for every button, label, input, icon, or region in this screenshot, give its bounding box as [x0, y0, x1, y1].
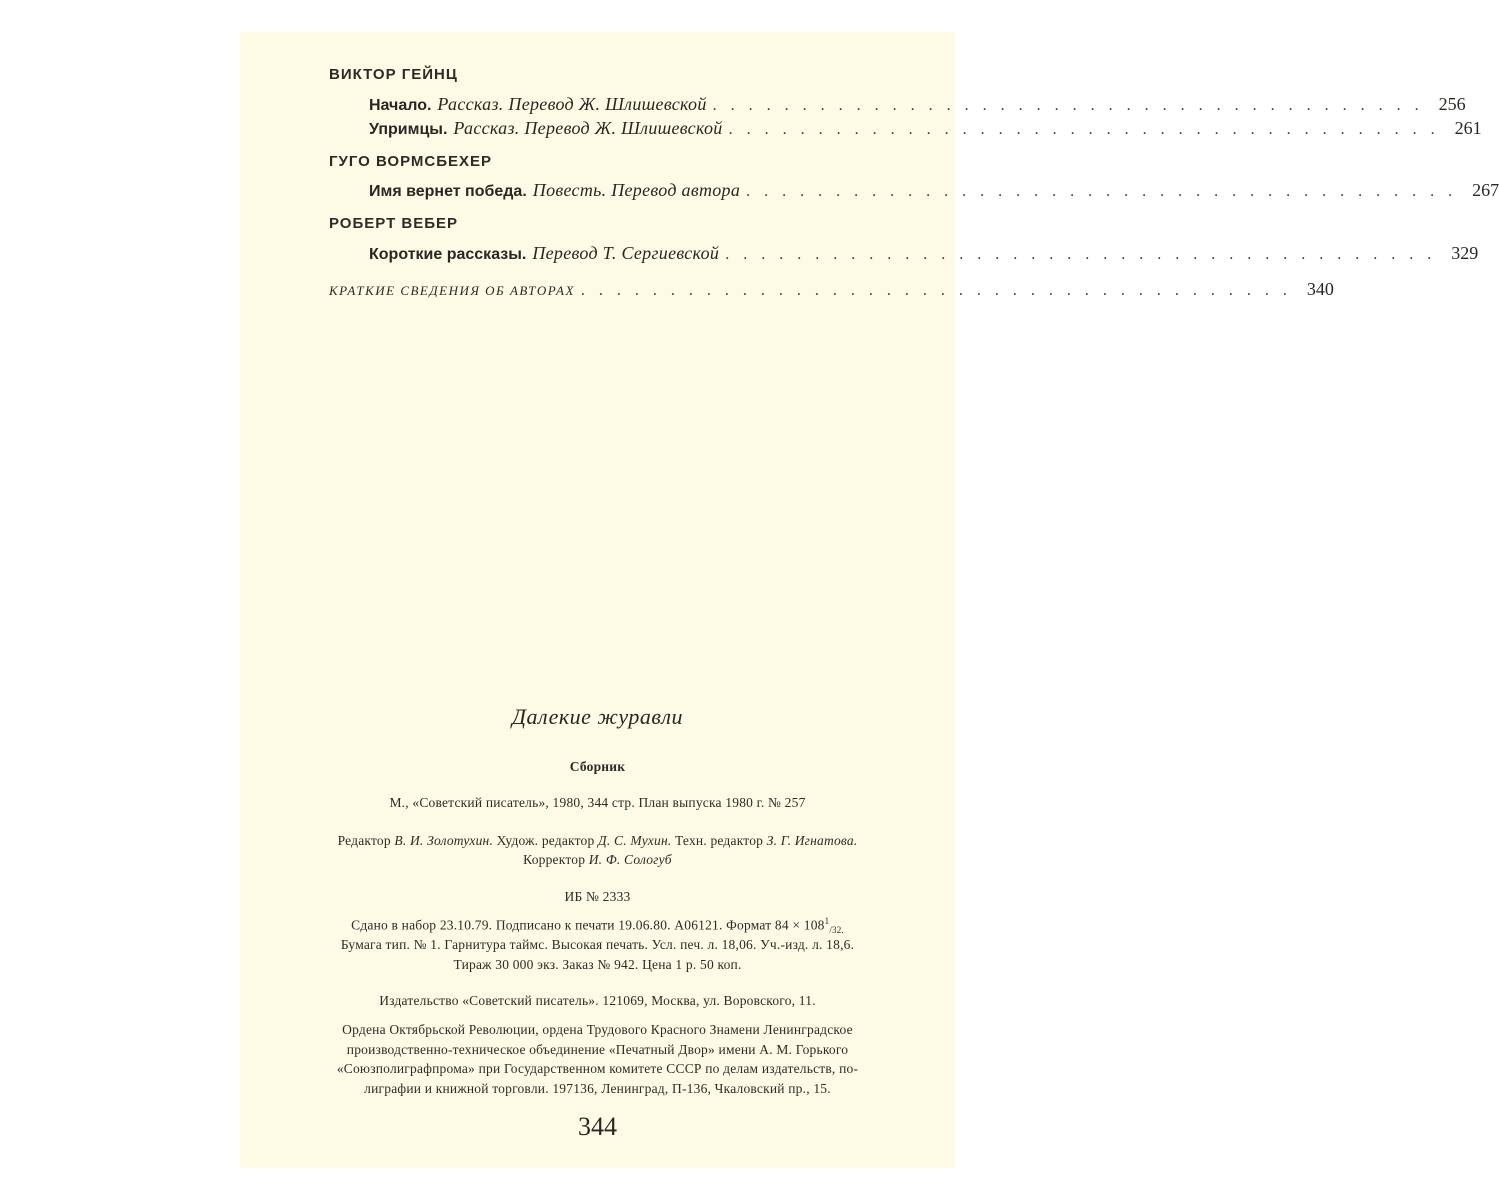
- book-title: Далекие журавли: [511, 704, 684, 729]
- specs-line-2: Бумага тип. № 1. Гарнитура таймс. Высокая печать. Усл. печ. л. 18,06. Уч.-изд. л. 18,6.: [340, 937, 855, 952]
- page-number: 344: [578, 1112, 617, 1141]
- printer-line-2: производственно-техническое объединение «Печатный Двор» имени А. М. Горького: [346, 1042, 849, 1057]
- toc-entry: [369, 118, 1482, 139]
- toc-entry-page: 267: [1472, 180, 1499, 200]
- tech-editor-label: Техн. редактор: [675, 833, 764, 848]
- toc-leader-dots: ........................................: [712, 97, 1433, 114]
- toc-entry-desc: Перевод Т. Сергиевской: [532, 243, 720, 263]
- publication-line: М., «Советский писатель», 1980, 344 стр. План выпуска 1980 г. № 257: [389, 795, 806, 810]
- toc-entry-page: 329: [1451, 243, 1479, 263]
- toc-entry-page: 340: [1306, 279, 1334, 299]
- book-genre: Сборник: [569, 759, 626, 774]
- toc-entry-title: Имя вернет победа.: [369, 183, 527, 200]
- toc-entry-desc: Рассказ. Перевод Ж. Шлишевской: [437, 94, 707, 114]
- corrector-line: [240, 852, 955, 868]
- toc-entry-page: 261: [1454, 118, 1482, 138]
- ib-number: ИБ № 2333: [564, 889, 631, 904]
- printer-line-3: «Союзполиграфпрома» при Государственном комитете СССР по делам издательств, по-: [336, 1061, 859, 1076]
- corrector-name: И. Ф. Сологуб: [588, 852, 672, 867]
- book-page: [240, 32, 1499, 1168]
- tech-editor-name: З. Г. Игнатова.: [766, 833, 858, 848]
- specs-line-1: [240, 916, 955, 935]
- toc-leader-dots: ........................................: [728, 121, 1449, 138]
- toc-entry: [369, 243, 1479, 264]
- editors-line: [240, 833, 955, 849]
- toc-entry-title: Начало.: [369, 97, 432, 114]
- toc-entry-about-authors: [329, 279, 1334, 300]
- toc-entry-title: Короткие рассказы.: [369, 246, 527, 263]
- corrector-label: Корректор: [523, 852, 586, 867]
- art-editor-label: Худож. редактор: [496, 833, 595, 848]
- toc-entry: [369, 180, 1499, 201]
- toc-author-heinz: ВИКТОР ГЕЙНЦ: [329, 66, 458, 83]
- editor-label: Редактор: [337, 833, 391, 848]
- specs-line-3: Тираж 30 000 экз. Заказ № 942. Цена 1 р. 50 коп.: [453, 957, 742, 972]
- toc-entry-desc: Рассказ. Перевод Ж. Шлишевской: [453, 118, 723, 138]
- publisher-address: Издательство «Советский писатель». 121069, Москва, ул. Воровского, 11.: [379, 993, 816, 1008]
- toc-entry-page: 256: [1438, 94, 1466, 114]
- toc-entry-desc: КРАТКИЕ СВЕДЕНИЯ ОБ АВТОРАХ: [329, 283, 575, 298]
- toc-entry-desc: Повесть. Перевод автора: [532, 180, 741, 200]
- toc-leader-dots: ........................................: [580, 282, 1301, 299]
- editor-name: В. И. Золотухин.: [394, 833, 494, 848]
- printer-line-4: лиграфии и книжной торговли. 197136, Ленинград, П-136, Чкаловский пр., 15.: [364, 1081, 831, 1096]
- toc-author-weber: РОБЕРТ ВЕБЕР: [329, 215, 459, 232]
- toc-author-wormsbecher: ГУГО ВОРМСБЕХЕР: [329, 153, 493, 170]
- format-sub: /32.: [829, 925, 844, 936]
- art-editor-name: Д. С. Мухин.: [598, 833, 672, 848]
- toc-leader-dots: ........................................: [746, 183, 1467, 200]
- specs-text: Сдано в набор 23.10.79. Подписано к печати 19.06.80. А06121. Формат 84 × 108: [351, 917, 825, 933]
- toc-leader-dots: ........................................: [725, 246, 1446, 263]
- toc-entry-title: Упримцы.: [369, 121, 448, 138]
- toc-entry: [369, 94, 1466, 115]
- printer-line-1: Ордена Октябрьской Революции, ордена Трудового Красного Знамени Ленинградское: [342, 1022, 853, 1037]
- format-sup: 1: [824, 916, 830, 926]
